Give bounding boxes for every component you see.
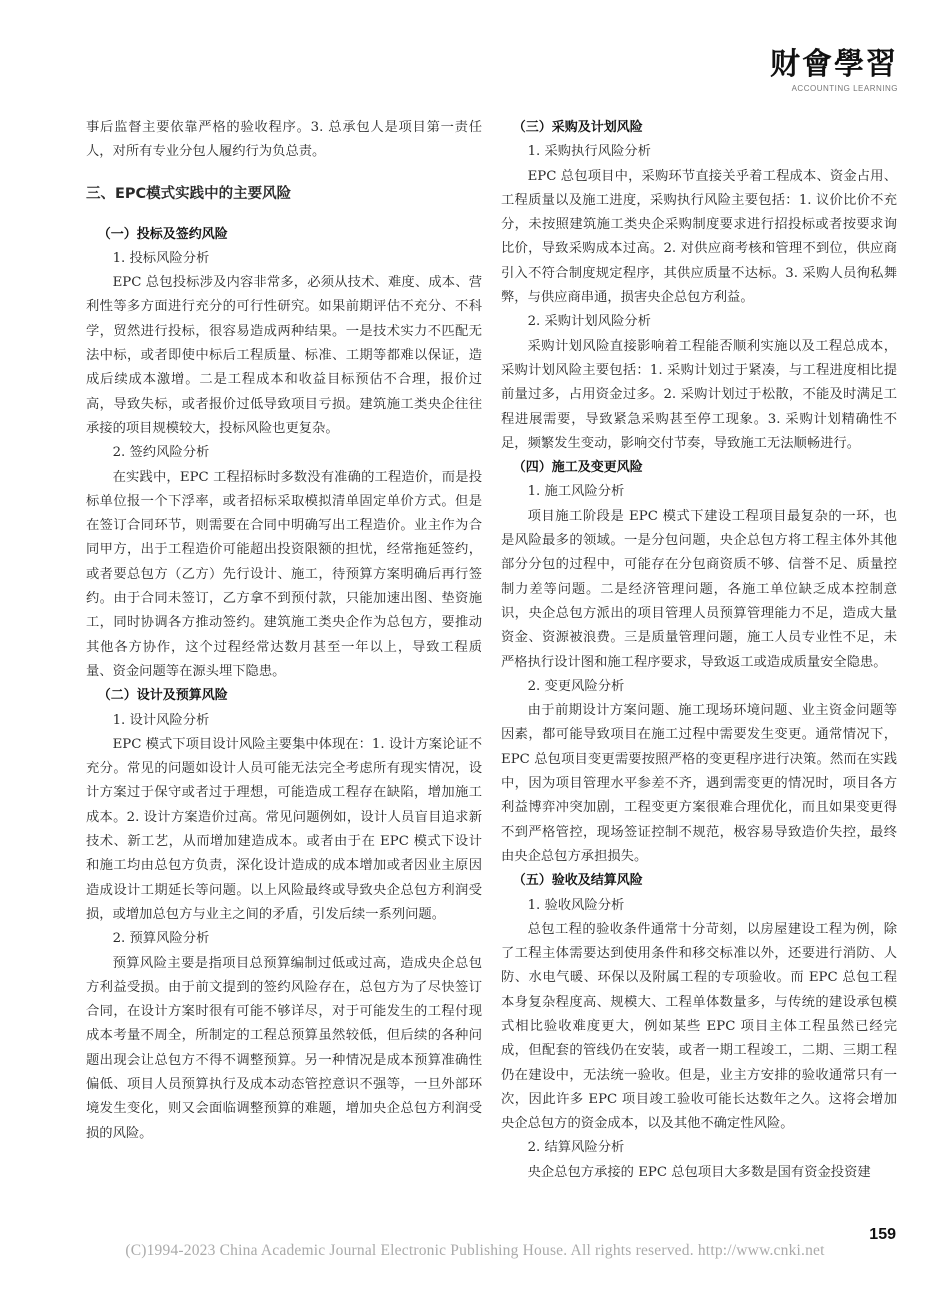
- paragraph: 项目施工阶段是 EPC 模式下建设工程项目最复杂的一环，也是风险最多的领域。一是分包问题，央企总包方将工程主体外其他部分分包的过程中，可能存在分包商资质不够、信誉不足、质量控制力差等问题。二是经济管理问题，各施工单位缺乏成本控制意识，央企总包方派出的项目管理人员预算管理能力不足，造成大量资金、资源被浪费。三是质量管理问题，施工人员专业性不足，未严格执行设计图和施工程序要求，导致返工或造成质量安全隐患。: [501, 508, 897, 670]
- subsection-heading: （一）投标及签约风险: [97, 226, 228, 242]
- paragraph: 总包工程的验收条件通常十分苛刻，以房屋建设工程为例，除了工程主体需要达到使用条件和移交标准以外，还要进行消防、人防、水电气暖、环保以及附属工程的专项验收。而 EPC 总包工程本身复杂程度高、规模大、工程单体数量多，与传统的建设承包模式相比验收难度更大，例如某些 EPC 项目主体工程虽然已经完成，但配套的管线仍在安装，或者一期工程竣工，二期、三期工程仍在建设中，无法统一验收。但是，业主方安排的验收通常只有一次，因此许多 EPC 项目竣工验收可能长达数年之久。这将会增加央企总包方的资金成本，以及其他不确定性风险。: [501, 921, 897, 1132]
- item-heading: 2. 签约风险分析: [112, 445, 210, 461]
- journal-logo: [770, 48, 898, 93]
- paragraph: 在实践中，EPC 工程招标时多数没有准确的工程造价，而是投标单位报一个下浮率，或者招标采取模拟清单固定单价方式。但是在签订合同环节，则需要在合同中明确写出工程造价。业主作为合同甲方，出于工程造价可能超出投资限额的担忧，经常拖延签约，或者要总包方（乙方）先行设计、施工，待预算方案明确后再行签约。由于合同未签订，乙方拿不到预付款，只能加速出图、垫资施工，同时协调各方推动签约。建筑施工类央企作为总包方，要推动其他各方协作，这个过程经常达数月甚至一年以上，导致工程质量、资金问题等在源头埋下隐患。: [86, 469, 482, 679]
- item-heading: 1. 投标风险分析: [112, 250, 210, 266]
- paragraph: 预算风险主要是指项目总预算编制过低或过高，造成央企总包方利益受损。由于前文提到的签约风险存在，总包方为了尽快签订合同，在设计方案时很有可能不够详尽，对于可能发生的工程付现成本考量不周全，所制定的工程总预算虽然较低，但后续的各种问题出现会让总包方不得不调整预算。另一种情况是成本预算准确性偏低、项目人员预算执行及成本动态管控意识不强等，一旦外部环境发生变化，则又会面临调整预算的难题，增加央企总包方利润受损的风险。: [86, 955, 482, 1141]
- copyright-footer: (C)1994-2023 China Academic Journal Electronic Publishing House. All rights reserved. http://www.cnki.net: [125, 1242, 825, 1259]
- paragraph: EPC 总包投标涉及内容非常多，必须从技术、难度、成本、营利性等多方面进行充分的可行性研究。如果前期评估不充分、不科学，贸然进行投标，很容易造成两种结果。一是技术实力不匹配无法中标，或者即使中标后工程质量、标准、工期等都难以保证，造成后续成本激增。二是工程成本和收益目标预估不合理，报价过高，导致失标，或者报价过低导致项目亏损。建筑施工类央企往往承接的项目规模较大，投标风险也更复杂。: [86, 275, 482, 436]
- subsection-heading: （五）验收及结算风险: [512, 873, 643, 889]
- subsection-heading: （四）施工及变更风险: [512, 460, 643, 476]
- paragraph: 央企总包方承接的 EPC 总包项目大多数是国有资金投资建: [527, 1164, 871, 1180]
- item-heading: 1. 设计风险分析: [112, 712, 210, 728]
- journal-logo-en: ACCOUNTING LEARNING: [791, 84, 898, 93]
- item-heading: 1. 验收风险分析: [527, 897, 625, 913]
- item-heading: 2. 结算风险分析: [527, 1140, 625, 1156]
- journal-logo-cn: 财會學習: [770, 47, 898, 82]
- item-heading: 2. 预算风险分析: [112, 931, 210, 947]
- right-column: [501, 116, 897, 1185]
- subsection-heading: （三）采购及计划风险: [512, 120, 643, 135]
- item-heading: 1. 施工风险分析: [527, 484, 625, 500]
- paragraph: 由于前期设计方案问题、施工现场环境问题、业主资金问题等因素，都可能导致项目在施工过程中需要发生变更。通常情况下，EPC 总包项目变更需要按照严格的变更程序进行决策。然而在实践中，因为项目管理水平参差不齐，遇到需变更的情况时，项目各方利益博弈冲突加剧，工程变更方案很难合理优化，而且如果变更得不到严格管控，现场签证控制不规范，极容易导致造价失控，最终由央企总包方承担损失。: [501, 703, 897, 864]
- paragraph-continued: 事后监督主要依靠严格的验收程序。3. 总承包人是项目第一责任人，对所有专业分包人履约行为负总责。: [86, 120, 482, 160]
- paragraph: EPC 总包项目中，采购环节直接关乎着工程成本、资金占用、工程质量以及施工进度，采购执行风险主要包括：1. 议价比价不充分，未按照建筑施工类央企采购制度要求进行招投标或者按要求询比价，导致采购成本过高。2. 对供应商考核和管理不到位，供应商引入不符合制度规定程序，其供应质量不达标。3. 采购人员徇私舞弊，与供应商串通，损害央企总包方利益。: [501, 168, 897, 306]
- subsection-heading: （二）设计及预算风险: [97, 688, 228, 704]
- item-heading: 2. 采购计划风险分析: [527, 314, 651, 330]
- section-heading: 三、EPC模式实践中的主要风险: [86, 185, 292, 202]
- left-column: [86, 116, 482, 1146]
- page-number: 159: [869, 1226, 896, 1243]
- item-heading: 2. 变更风险分析: [527, 678, 625, 694]
- item-heading: 1. 采购执行风险分析: [527, 144, 651, 160]
- paragraph: EPC 模式下项目设计风险主要集中体现在：1. 设计方案论证不充分。常见的问题如设计人员可能无法完全考虑所有现实情况，设计方案过于保守或者过于理想，可能造成工程存在缺陷，增加施工成本。2. 设计方案造价过高。常见问题例如，设计人员盲目追求新技术、新工艺，从而增加建造成本。或者由于在 EPC 模式下设计和施工均由总包方负责，深化设计造成的成本增加或者因业主原因造成设计工期延长等问题。以上风险最终或导致央企总包方利润受损，或增加总包方与业主之间的矛盾，引发后续一系列问题。: [86, 736, 482, 922]
- paragraph: 采购计划风险直接影响着工程能否顺利实施以及工程总成本，采购计划风险主要包括：1. 采购计划过于紧凑，与工程进度相比提前量过多，占用资金过多。2. 采购计划过于松散，不能及时满足工程进展需要，导致紧急采购甚至停工现象。3. 采购计划精确性不足，频繁发生变动，影响交付节奏，导致施工无法顺畅进行。: [501, 338, 897, 451]
